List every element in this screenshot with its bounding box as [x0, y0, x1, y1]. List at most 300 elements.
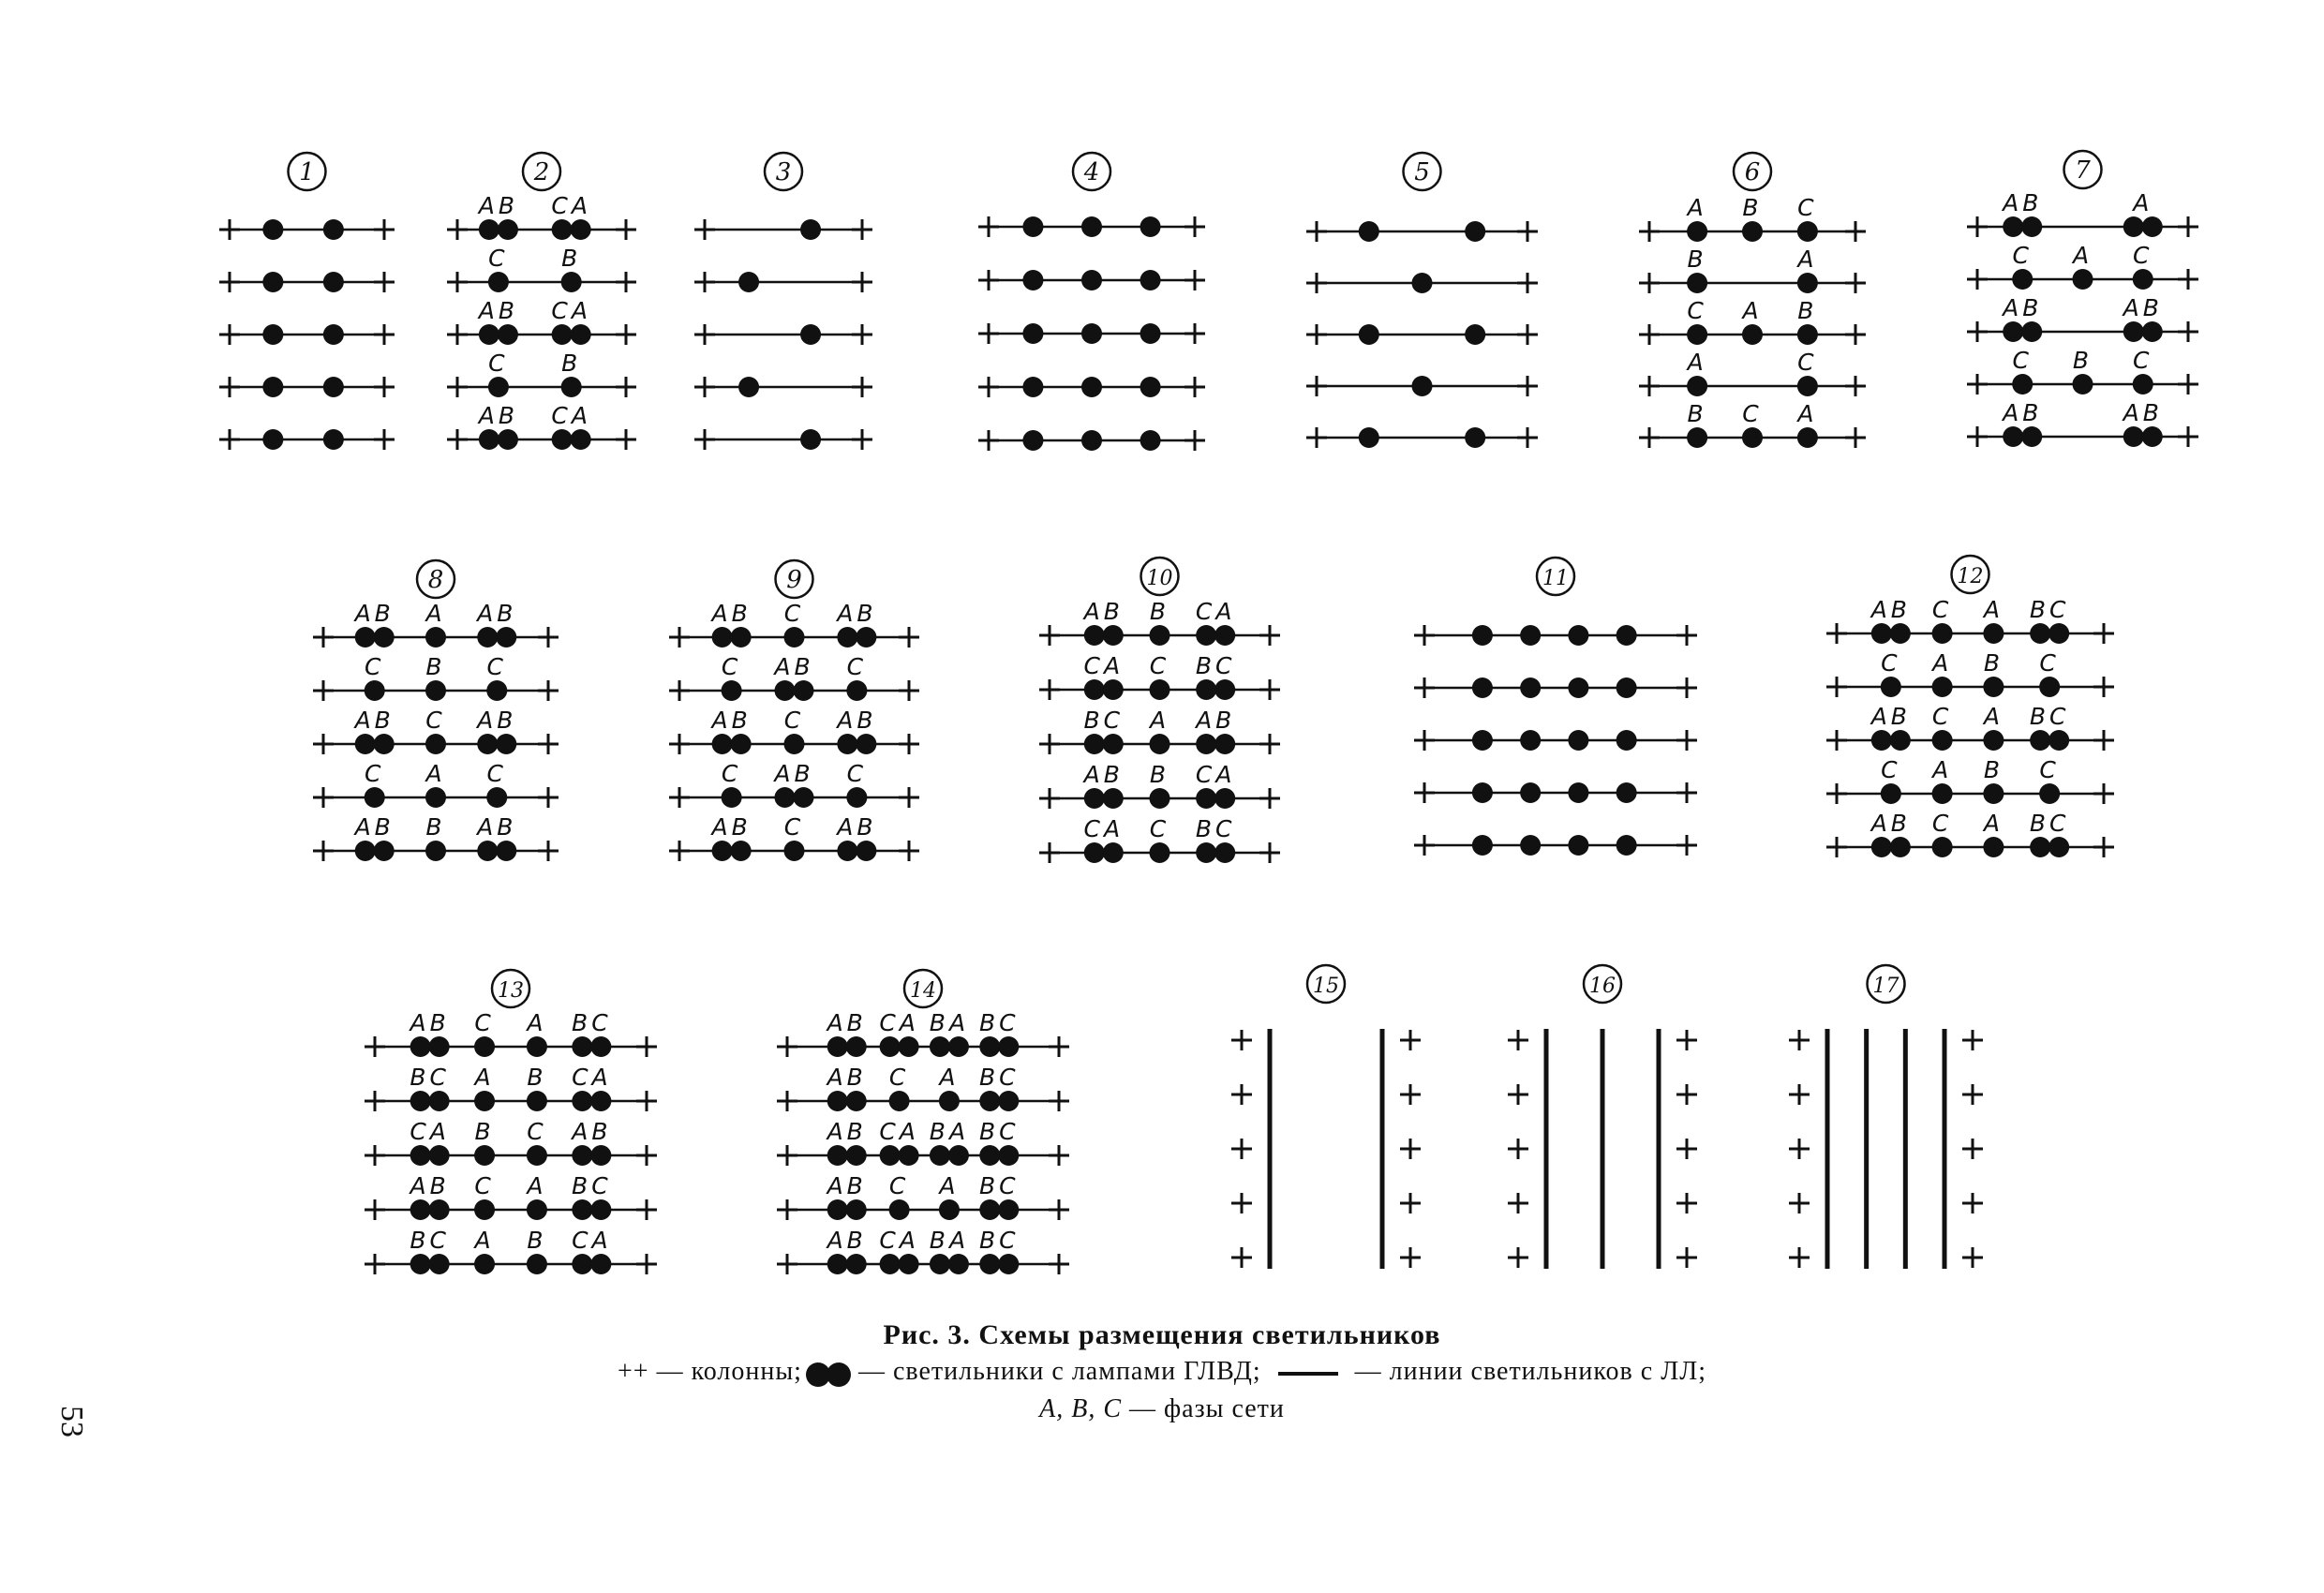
lamp-dot [479, 219, 499, 240]
lamp-dot [1140, 216, 1161, 237]
phase-label: C [888, 1064, 910, 1091]
phase-label: AB [477, 600, 517, 627]
lamp-dot [1932, 677, 1953, 697]
lamp-dot [846, 1254, 867, 1274]
lamp-dot [837, 734, 857, 754]
lamp-dot [930, 1145, 950, 1166]
lamp-dot [2123, 216, 2144, 237]
lamp-dot [429, 1199, 450, 1220]
lamp-dot [1150, 734, 1170, 754]
lamp-dot [486, 787, 507, 808]
lamp-dot [1472, 677, 1493, 698]
lamp-dot [784, 627, 805, 648]
lamp-dot [2039, 677, 2060, 697]
lamp-dot [2030, 623, 2050, 644]
phase-label: C [2039, 756, 2060, 783]
lamp-dot [355, 734, 376, 754]
phase-label: AB [837, 600, 877, 627]
lamp-dot [2123, 321, 2144, 342]
lamp-dot [1881, 783, 1901, 804]
lamp-dot [794, 680, 814, 701]
lamp-dot [474, 1199, 495, 1220]
scheme-6 [1639, 153, 1866, 448]
lamp-dot [474, 1036, 495, 1057]
lamp-dot [355, 841, 376, 861]
lamp-dot [1084, 625, 1105, 646]
lamp-dot [527, 1145, 547, 1166]
lamp-dot [496, 734, 516, 754]
lamp-dot [979, 1254, 1000, 1274]
scheme-11 [1414, 558, 1697, 856]
lamp-dot [1520, 835, 1541, 856]
lamp-dot [856, 627, 876, 648]
figure-caption-title: Рис. 3. Схемы размещения светильников [883, 1319, 1441, 1350]
lamp-dot [374, 734, 395, 754]
lamp-dot [1084, 842, 1105, 863]
lamp-dot [479, 324, 499, 345]
lamp-dot [1983, 837, 2004, 857]
lamp-dot [486, 680, 507, 701]
lamp-dot [1084, 734, 1105, 754]
lamp-dot [1797, 273, 1818, 293]
lamp-dot [1797, 221, 1818, 242]
phase-label: CA [1083, 815, 1125, 842]
legend-columns-symbol: ++ [618, 1357, 649, 1386]
lamp-dot [1103, 625, 1124, 646]
phase-label: A [474, 1227, 495, 1254]
lamp-dot [939, 1199, 960, 1220]
phase-label: C [364, 653, 385, 680]
scheme-13 [365, 970, 657, 1274]
lamp-dot [1983, 623, 2004, 644]
phase-label: B [1983, 756, 2004, 783]
phase-label: CA [572, 1227, 612, 1254]
phase-label: B [1687, 400, 1707, 427]
lamp-dot [837, 841, 857, 861]
lamp-dot [498, 324, 518, 345]
lamp-dot [800, 429, 821, 450]
phase-label: A [1797, 400, 1818, 427]
lamp-dot [1465, 324, 1485, 345]
scheme-5 [1306, 153, 1538, 448]
phase-label: C [486, 653, 508, 680]
scheme-4 [978, 153, 1205, 451]
lamp-dot [1742, 221, 1763, 242]
lamp-dot [527, 1254, 547, 1274]
phase-label: AB [410, 1172, 450, 1199]
lamp-dot [262, 429, 283, 450]
lamp-dot [1359, 221, 1379, 242]
scheme-17 [1789, 965, 1983, 1269]
phase-label: CA [879, 1227, 919, 1254]
scheme-number: 8 [427, 566, 444, 594]
lamp-dot [1140, 323, 1161, 344]
lamp-dot [1103, 734, 1124, 754]
lamp-dot [425, 841, 446, 861]
lamp-dot [948, 1254, 969, 1274]
phase-label: CA [1083, 652, 1125, 679]
lamp-dot [880, 1254, 901, 1274]
lamp-dot [827, 1199, 848, 1220]
phase-label: C [2039, 649, 2060, 677]
lamp-dot [939, 1091, 960, 1111]
lamp-dot [1140, 430, 1161, 451]
lamp-dot [262, 377, 283, 397]
phase-label: C [846, 653, 868, 680]
lamp-dot [479, 429, 499, 450]
phase-label: AB [837, 813, 877, 841]
phase-label: B [425, 653, 446, 680]
phase-label: BC [978, 1009, 1020, 1036]
phase-label: AB [711, 600, 752, 627]
lamp-dot [527, 1199, 547, 1220]
lamp-dot [429, 1036, 450, 1057]
lamp-dot [856, 734, 876, 754]
lamp-dot [323, 272, 344, 292]
lamp-dot [1472, 835, 1493, 856]
phase-label: A [2072, 242, 2093, 269]
lamp-dot [474, 1145, 495, 1166]
phase-label: C [425, 707, 446, 734]
lamp-dot [429, 1091, 450, 1111]
lamp-dot [1359, 324, 1379, 345]
lamp-dot [474, 1091, 495, 1111]
lamp-dot [323, 429, 344, 450]
phase-label: AB [711, 813, 752, 841]
lamp-dot [2030, 730, 2050, 751]
phase-label: AB [478, 297, 519, 324]
phase-label: B [1149, 761, 1170, 788]
lamp-dot [590, 1036, 611, 1057]
phase-label: A [425, 600, 446, 627]
legend-lines-label: — линии светильников с ЛЛ; [1354, 1357, 1706, 1386]
phase-label: BC [1195, 815, 1236, 842]
lamp-dot [794, 787, 814, 808]
lamp-dot [979, 1091, 1000, 1111]
phase-label: C [527, 1118, 547, 1145]
lamp-dot [837, 627, 857, 648]
scheme-8 [313, 560, 559, 861]
lamp-dot [1081, 270, 1102, 290]
lamp-dot [2030, 837, 2050, 857]
phase-label: A [939, 1172, 960, 1199]
lamp-dot [1150, 679, 1170, 700]
lamp-dot [1359, 427, 1379, 448]
phase-label: AB [1870, 596, 1911, 623]
lamp-dot [477, 627, 498, 648]
lamp-dot [1520, 625, 1541, 646]
lamp-dot [1081, 377, 1102, 397]
phase-label: AB [478, 402, 519, 429]
phase-label: AB [827, 1227, 867, 1254]
lamp-dot [1022, 430, 1043, 451]
phase-label: C [1881, 649, 1901, 677]
scheme-number: 12 [1957, 565, 1984, 588]
lamp-dot [889, 1091, 910, 1111]
lamp-dot [429, 1254, 450, 1274]
phase-label: A [2133, 189, 2153, 216]
lamp-dot [731, 627, 752, 648]
lamp-dot [722, 680, 742, 701]
lamp-dot [1103, 842, 1124, 863]
phase-label: C [888, 1172, 910, 1199]
legend-lamp-icon [810, 1359, 851, 1389]
phase-label: B [1149, 598, 1170, 625]
lamp-dot [1214, 679, 1235, 700]
phase-label: C [474, 1009, 495, 1036]
lamp-dot [410, 1254, 431, 1274]
lamp-dot [1472, 625, 1493, 646]
phase-label: B [1983, 649, 2004, 677]
lamp-dot [2142, 216, 2163, 237]
lamp-dot [899, 1036, 919, 1057]
lamp-dot [410, 1199, 431, 1220]
phase-label: A [1797, 246, 1818, 273]
lamp-dot [2073, 269, 2093, 290]
phase-label: B [1742, 194, 1763, 221]
lamp-dot [846, 1199, 867, 1220]
phase-label: BA [929, 1118, 970, 1145]
lamp-dot [1616, 835, 1637, 856]
lamp-dot [1797, 376, 1818, 396]
phase-label: AB [827, 1064, 867, 1091]
lamp-dot [930, 1036, 950, 1057]
scheme-number: 3 [775, 158, 792, 186]
lamp-dot [784, 734, 805, 754]
lamp-dot [1932, 730, 1953, 751]
lamp-dot [880, 1036, 901, 1057]
lamp-dot [827, 1036, 848, 1057]
lamp-dot [1150, 788, 1170, 809]
lamp-dot [477, 734, 498, 754]
scheme-number: 9 [786, 566, 802, 594]
phase-label: CA [572, 1064, 612, 1091]
lamp-dot [1687, 221, 1707, 242]
phase-label: AB [354, 707, 395, 734]
scheme-number: 10 [1146, 567, 1173, 590]
phase-label: C [488, 245, 509, 272]
lamp-dot [571, 219, 591, 240]
phase-label: AB [1870, 810, 1911, 837]
phase-label: A [1983, 810, 2004, 837]
lamp-dot [738, 272, 759, 292]
phase-label: C [488, 350, 509, 377]
lamp-dot [1568, 782, 1588, 803]
phase-label: AB [354, 813, 395, 841]
scheme-number: 13 [498, 979, 524, 1003]
lamp-dot [1742, 427, 1763, 448]
lamp-dot [1520, 782, 1541, 803]
lamp-dot [712, 841, 733, 861]
lamp-dot [365, 787, 385, 808]
scheme-number: 6 [1744, 158, 1761, 186]
legend-lamps-label: — светильники с лампами ГЛВД; [857, 1357, 1261, 1386]
lamp-dot [2021, 216, 2042, 237]
phase-label: AB [2003, 399, 2043, 426]
lamp-dot [571, 429, 591, 450]
lamp-dot [1890, 837, 1911, 857]
lamp-dot [1196, 734, 1216, 754]
lamp-dot [474, 1254, 495, 1274]
legend-phases-label: — фазы сети [1129, 1394, 1285, 1423]
scheme-number: 2 [533, 158, 550, 186]
phase-label: AB [478, 192, 519, 219]
scheme-number: 15 [1313, 975, 1339, 998]
lamp-dot [1412, 376, 1433, 396]
lamp-dot [1214, 625, 1235, 646]
phase-label: A [527, 1172, 547, 1199]
phase-label: CA [551, 402, 591, 429]
phase-label: BA [929, 1227, 970, 1254]
lamp-dot [488, 377, 509, 397]
phase-label: A [474, 1064, 495, 1091]
phase-label: A [1687, 194, 1707, 221]
lamp-dot [262, 324, 283, 345]
phase-label: AB [711, 707, 752, 734]
lamp-dot [1568, 625, 1588, 646]
scheme-9 [669, 560, 919, 861]
lamp-dot [1932, 837, 1953, 857]
phase-label: BC [1195, 652, 1236, 679]
lamp-dot [1465, 427, 1485, 448]
lamp-dot [948, 1036, 969, 1057]
lamp-dot [1196, 625, 1216, 646]
lamp-dot [496, 627, 516, 648]
phase-label: AB [2003, 189, 2043, 216]
lamp-dot [561, 377, 582, 397]
phase-label: CA [551, 192, 591, 219]
lamp-dot [738, 377, 759, 397]
phase-label: AB [827, 1118, 867, 1145]
lamp-dot [1983, 730, 2004, 751]
lamp-dot [1214, 842, 1235, 863]
lamp-dot [425, 734, 446, 754]
lamp-dot [590, 1145, 611, 1166]
lamp-dot [1465, 221, 1485, 242]
lamp-dot [846, 1036, 867, 1057]
lamp-dot [731, 841, 752, 861]
lamp-dot [561, 272, 582, 292]
lamp-dot [1687, 376, 1707, 396]
phase-label: CA [1195, 761, 1236, 788]
lamp-dot [498, 219, 518, 240]
scheme-number: 16 [1589, 975, 1616, 998]
lamp-dot [572, 1254, 592, 1274]
phase-label: BC [2029, 703, 2070, 730]
lamp-dot [775, 680, 796, 701]
lamp-dot [827, 1254, 848, 1274]
phase-label: A [1149, 707, 1170, 734]
lamp-dot [410, 1091, 431, 1111]
phase-label: AB [1083, 761, 1124, 788]
phase-label: C [2133, 347, 2153, 374]
lamp-dot [2048, 837, 2069, 857]
scheme-number: 7 [2075, 156, 2091, 185]
phase-label: C [2012, 347, 2033, 374]
lamp-dot [1103, 788, 1124, 809]
lamp-dot [365, 680, 385, 701]
lamp-dot [1983, 783, 2004, 804]
lamp-dot [262, 219, 283, 240]
lamp-dot [552, 219, 573, 240]
phase-label: B [527, 1064, 547, 1091]
phase-label: C [1881, 756, 1901, 783]
phase-label: CA [551, 297, 591, 324]
lamp-dot [1687, 273, 1707, 293]
lamp-dot [880, 1145, 901, 1166]
lamp-dot [2048, 623, 2069, 644]
lamp-dot [262, 272, 283, 292]
phase-label: C [474, 1172, 495, 1199]
lamp-dot [1616, 730, 1637, 751]
lamp-dot [1022, 323, 1043, 344]
phase-label: C [1797, 194, 1818, 221]
phase-label: AB [2123, 399, 2163, 426]
lamp-dot [1871, 730, 1892, 751]
lamp-dot [323, 324, 344, 345]
lamp-dot [1196, 679, 1216, 700]
phase-label: BC [572, 1172, 612, 1199]
lamp-dot [2142, 321, 2163, 342]
phase-label: BC [978, 1172, 1020, 1199]
lamp-dot [1520, 730, 1541, 751]
phase-label: C [2133, 242, 2153, 269]
lamp-dot [425, 680, 446, 701]
lamp-dot [2039, 783, 2060, 804]
lamp-dot [846, 680, 867, 701]
lamp-dot [784, 841, 805, 861]
phase-label: AB [774, 653, 814, 680]
scheme-16 [1508, 965, 1697, 1269]
phase-label: B [2072, 347, 2093, 374]
lamp-dot [2133, 374, 2153, 395]
lamp-dot [1881, 677, 1901, 697]
lamp-dot [1412, 273, 1433, 293]
phase-label: CA [879, 1009, 919, 1036]
lamp-dot [2123, 426, 2144, 447]
phase-label: CA [1195, 598, 1236, 625]
phase-label: AB [2123, 294, 2163, 321]
figure-legend-line-2 [0, 1394, 2324, 1424]
lamp-dot [930, 1254, 950, 1274]
lamp-dot [899, 1254, 919, 1274]
phase-label: C [1931, 703, 1953, 730]
phase-label: CA [410, 1118, 450, 1145]
lamp-dot [2003, 321, 2023, 342]
phase-label: BC [978, 1064, 1020, 1091]
lamp-dot [1081, 216, 1102, 237]
phase-label: CA [879, 1118, 919, 1145]
lamp-dot [527, 1091, 547, 1111]
phase-label: AB [827, 1172, 867, 1199]
lamp-dot [1568, 730, 1588, 751]
lamp-dot [856, 841, 876, 861]
lamp-dot [2003, 216, 2023, 237]
lamp-dot [572, 1199, 592, 1220]
lamp-dot [1150, 842, 1170, 863]
lamp-dot [477, 841, 498, 861]
phase-label: B [1797, 297, 1818, 324]
phase-label: BC [2029, 810, 2070, 837]
lamp-dot [552, 324, 573, 345]
lamp-dot [425, 627, 446, 648]
lamp-dot [979, 1145, 1000, 1166]
legend-phases-symbols: A, B, C [1039, 1394, 1122, 1423]
lamp-dot [590, 1199, 611, 1220]
phase-label: A [1983, 596, 2004, 623]
lamp-dot [1687, 427, 1707, 448]
phase-label: BC [410, 1227, 450, 1254]
